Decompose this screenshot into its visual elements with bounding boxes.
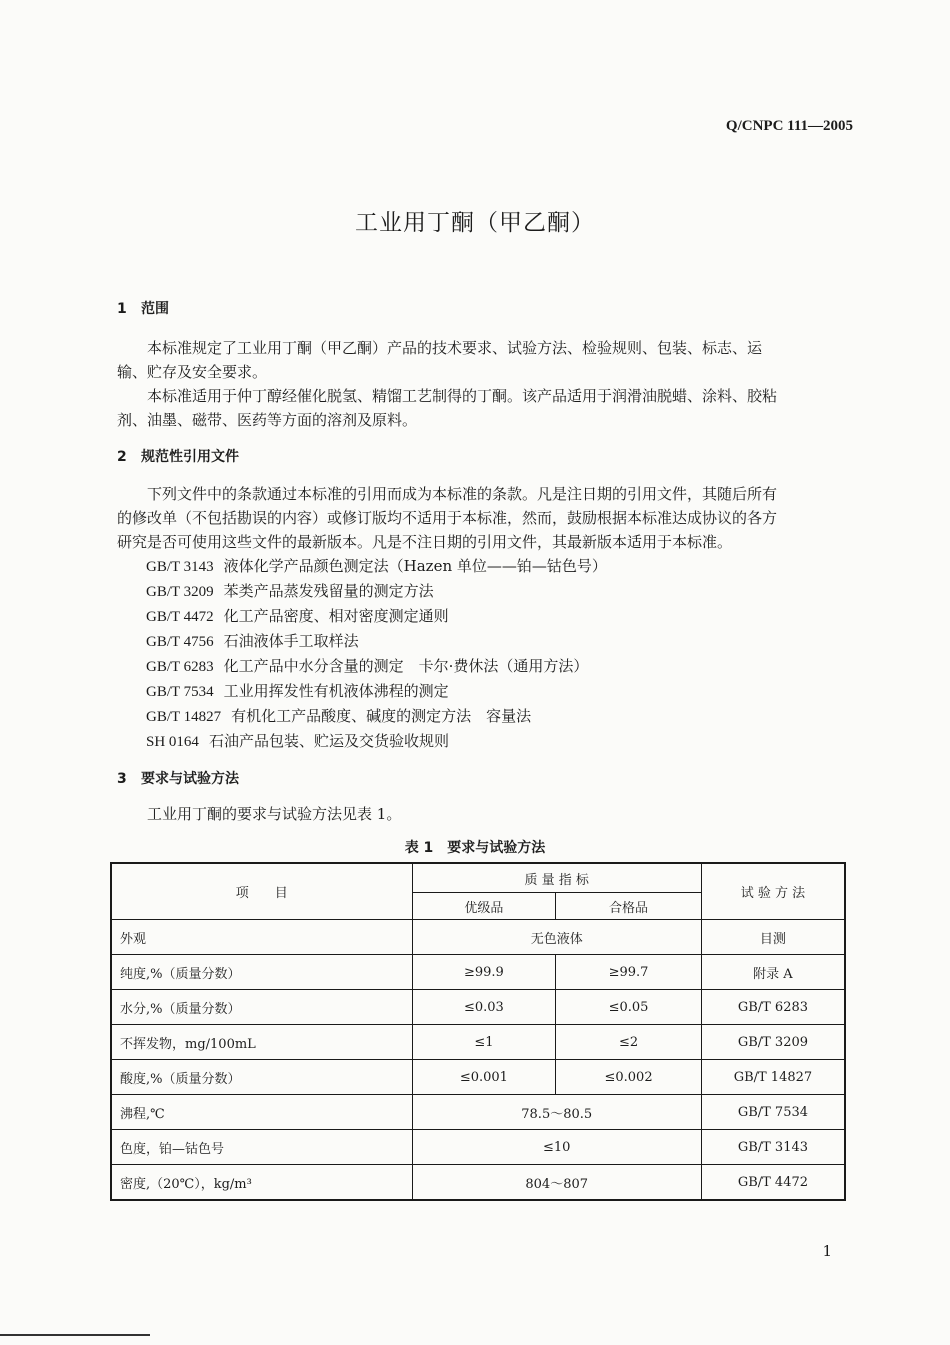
section-2-heading <box>117 446 239 466</box>
table-row <box>111 1025 845 1060</box>
section-title: 规范性引用文件 <box>141 449 239 465</box>
cell-method: GB/T 6283 <box>701 990 845 1025</box>
reference-code: GB/T 4472 <box>146 609 214 625</box>
reference-item <box>146 554 607 579</box>
cell-item: 水分,%（质量分数） <box>111 990 412 1025</box>
paragraph-line: 的修改单（不包括勘误的内容）或修订版均不适用于本标准，然而，鼓励根据本标准达成协议的各方 <box>117 509 778 527</box>
cell-item: 沸程,℃ <box>111 1095 412 1130</box>
section-1-body <box>117 336 853 432</box>
cell-method: 附录 A <box>701 955 845 990</box>
reference-code: GB/T 14827 <box>146 709 222 725</box>
reference-name: 有机化工产品酸度、碱度的测定方法 容量法 <box>231 707 532 725</box>
page-number: 1 <box>822 1242 832 1260</box>
table-row <box>111 1060 845 1095</box>
reference-name: 液体化学产品颜色测定法（Hazen 单位——铂—钴色号） <box>223 557 607 575</box>
cell-value: 804～807 <box>412 1165 701 1201</box>
cell-item: 不挥发物，mg/100mL <box>111 1025 412 1060</box>
normative-references-list <box>146 554 607 754</box>
reference-name: 石油液体手工取样法 <box>223 632 359 650</box>
requirements-table <box>110 862 846 1201</box>
reference-item <box>146 604 607 629</box>
cell-grade-a: ≤0.001 <box>412 1060 556 1095</box>
paragraph-line: 剂、油墨、磁带、医药等方面的溶剂及原料。 <box>117 411 418 429</box>
section-title: 范围 <box>141 301 169 317</box>
reference-item <box>146 704 607 729</box>
header-method: 试 验 方 法 <box>701 863 845 920</box>
reference-code: GB/T 4756 <box>146 634 214 650</box>
section-3-body <box>117 802 853 826</box>
reference-item <box>146 629 607 654</box>
table-row <box>111 990 845 1025</box>
section-3-heading <box>117 768 239 788</box>
section-2-body <box>117 482 853 554</box>
reference-code: GB/T 3143 <box>146 559 214 575</box>
cell-method: GB/T 3143 <box>701 1130 845 1165</box>
cell-grade-b: ≥99.7 <box>556 955 702 990</box>
cell-item: 密度,（20℃），kg/m³ <box>111 1165 412 1201</box>
cell-item: 纯度,%（质量分数） <box>111 955 412 990</box>
reference-name: 化工产品密度、相对密度测定通则 <box>223 607 449 625</box>
reference-code: SH 0164 <box>146 734 199 750</box>
reference-item <box>146 654 607 679</box>
header-grade-b: 合格品 <box>556 893 702 920</box>
section-1-heading <box>117 298 169 318</box>
table-header-row <box>111 863 845 893</box>
paragraph-line: 研究是否可使用这些文件的最新版本。凡是不注日期的引用文件，其最新版本适用于本标准。 <box>117 533 733 551</box>
section-number: 2 <box>117 449 127 465</box>
table-row <box>111 1095 845 1130</box>
paragraph-line: 工业用丁酮的要求与试验方法见表 1。 <box>147 805 402 823</box>
cell-grade-a: ≤0.03 <box>412 990 556 1025</box>
cell-grade-b: ≤0.05 <box>556 990 702 1025</box>
cell-item: 酸度,%（质量分数） <box>111 1060 412 1095</box>
cell-value: ≤10 <box>412 1130 701 1165</box>
reference-name: 苯类产品蒸发残留量的测定方法 <box>223 582 434 600</box>
table-row <box>111 920 845 955</box>
table-caption: 表 1 要求与试验方法 <box>404 840 546 856</box>
table-row <box>111 1130 845 1165</box>
paragraph-line: 本标准规定了工业用丁酮（甲乙酮）产品的技术要求、试验方法、检验规则、包装、标志、运 <box>147 339 763 357</box>
cell-grade-a: ≤1 <box>412 1025 556 1060</box>
cell-method: GB/T 14827 <box>701 1060 845 1095</box>
header-grade-a: 优级品 <box>412 893 556 920</box>
cell-grade-b: ≤2 <box>556 1025 702 1060</box>
cell-method: 目测 <box>701 920 845 955</box>
reference-name: 石油产品包装、贮运及交货验收规则 <box>208 732 449 750</box>
section-number: 1 <box>117 301 127 317</box>
reference-code: GB/T 6283 <box>146 659 214 675</box>
paragraph-line: 本标准适用于仲丁醇经催化脱氢、精馏工艺制得的丁酮。该产品适用于润滑油脱蜡、涂料、胶粘 <box>147 387 778 405</box>
table-row <box>111 1165 845 1201</box>
cell-item: 外观 <box>111 920 412 955</box>
scan-edge-line <box>0 1334 150 1336</box>
header-item: 项 目 <box>111 863 412 920</box>
reference-name: 化工产品中水分含量的测定 卡尔·费休法（通用方法） <box>223 657 589 675</box>
cell-item: 色度，铂—钴色号 <box>111 1130 412 1165</box>
cell-method: GB/T 7534 <box>701 1095 845 1130</box>
reference-code: GB/T 7534 <box>146 684 214 700</box>
reference-item <box>146 729 607 754</box>
reference-name: 工业用挥发性有机液体沸程的测定 <box>223 682 449 700</box>
table-row <box>111 955 845 990</box>
paragraph-line: 下列文件中的条款通过本标准的引用而成为本标准的条款。凡是注日期的引用文件，其随后所有 <box>147 485 778 503</box>
header-quality: 质 量 指 标 <box>412 863 701 893</box>
reference-item <box>146 679 607 704</box>
paragraph-line: 输、贮存及安全要求。 <box>117 363 268 381</box>
cell-value: 78.5～80.5 <box>412 1095 701 1130</box>
cell-grade-b: ≤0.002 <box>556 1060 702 1095</box>
cell-method: GB/T 4472 <box>701 1165 845 1201</box>
reference-code: GB/T 3209 <box>146 584 214 600</box>
page-title: 工业用丁酮（甲乙酮） <box>355 210 595 236</box>
cell-grade-a: ≥99.9 <box>412 955 556 990</box>
cell-value: 无色液体 <box>412 920 701 955</box>
section-number: 3 <box>117 771 127 787</box>
cell-method: GB/T 3209 <box>701 1025 845 1060</box>
document-id: Q/CNPC 111—2005 <box>725 118 853 134</box>
section-title: 要求与试验方法 <box>141 771 239 787</box>
reference-item <box>146 579 607 604</box>
